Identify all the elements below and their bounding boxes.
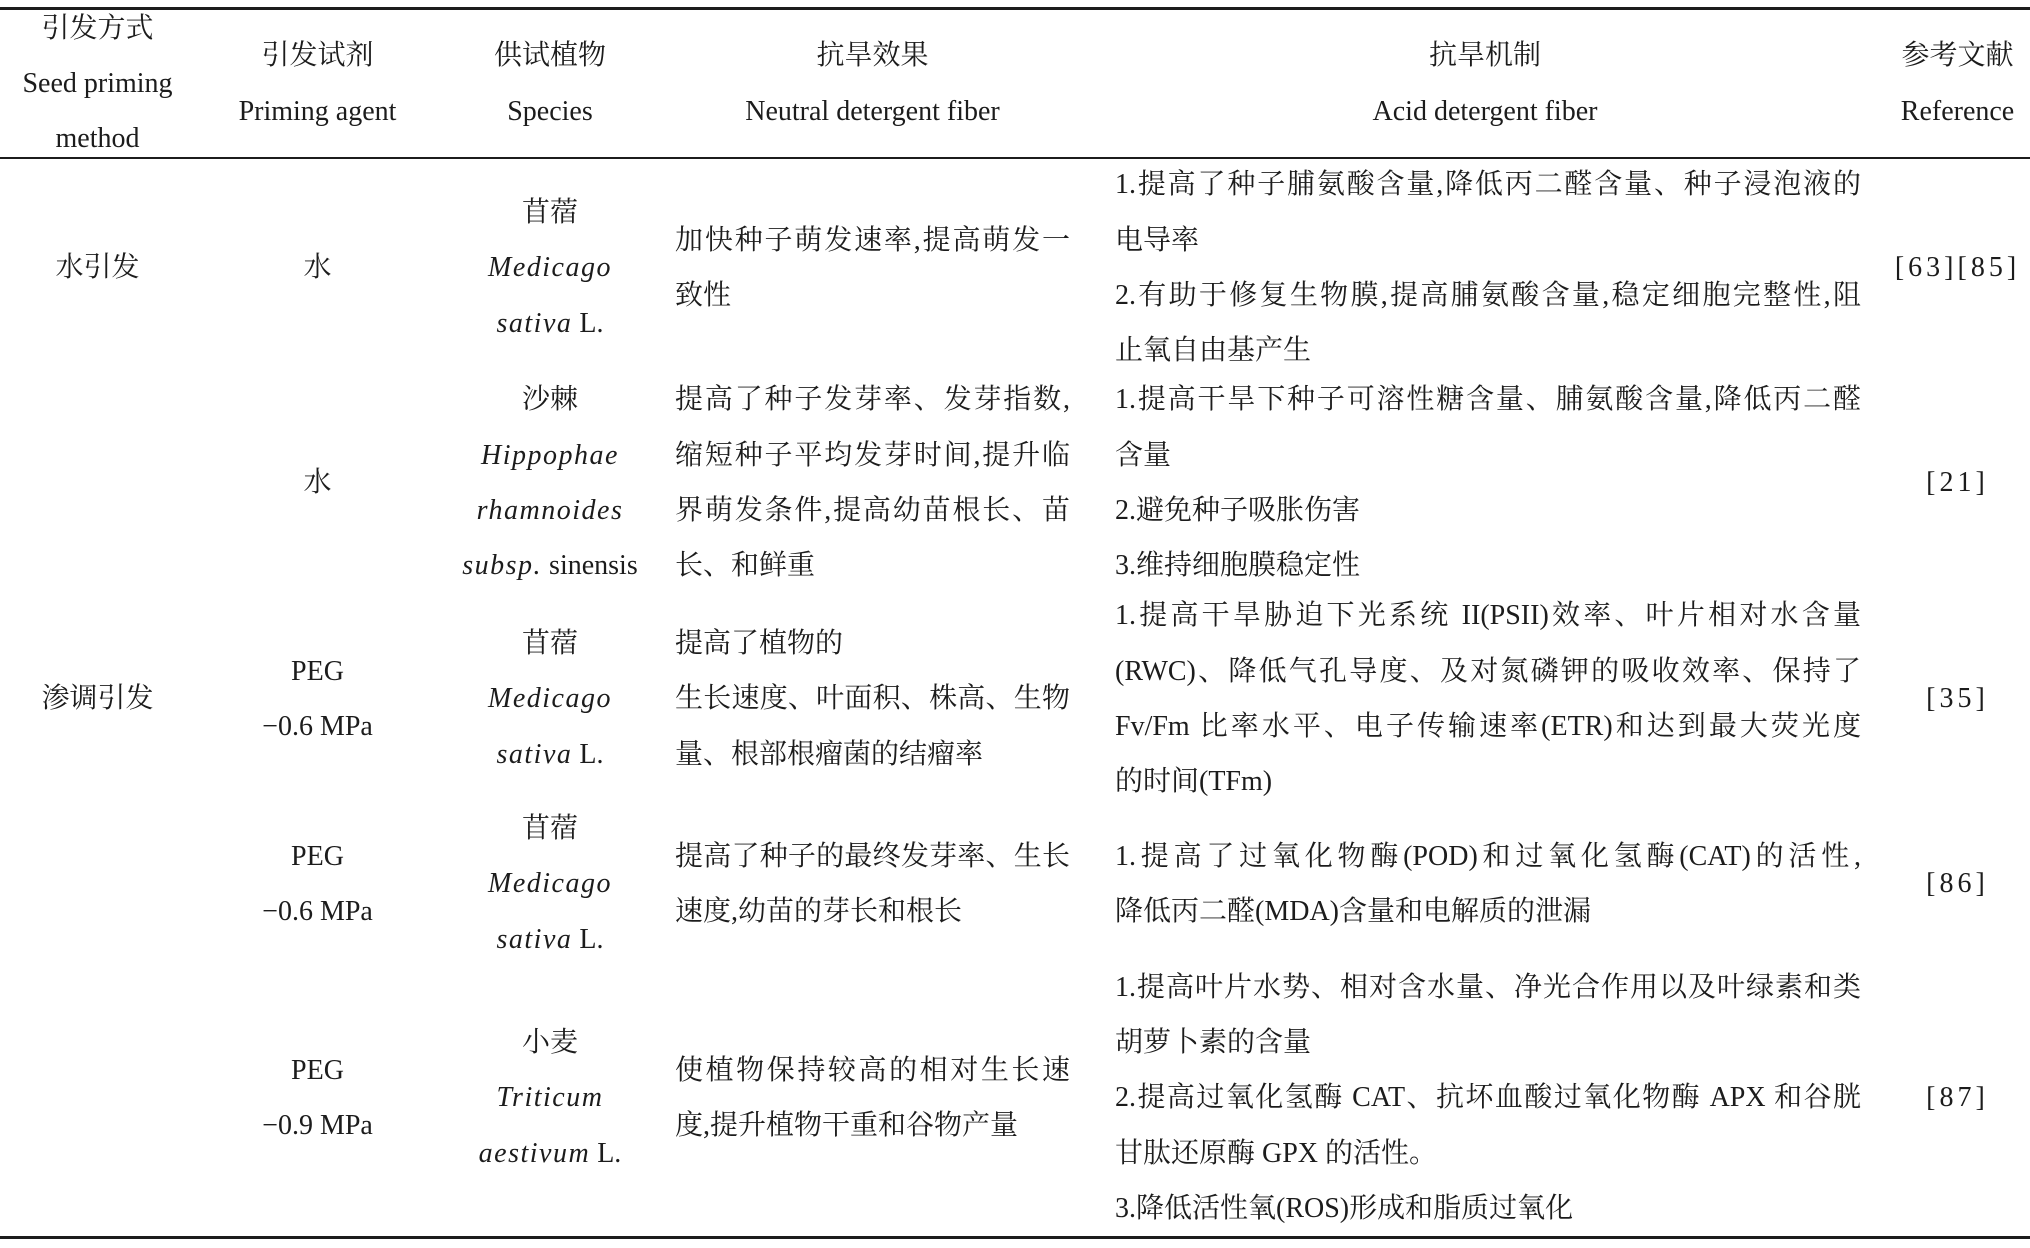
species-common-name: 小麦 xyxy=(521,1027,578,1059)
mechanism-line: 2.避免种子吸胀伤害 xyxy=(1115,495,1361,526)
species-cell xyxy=(440,808,660,960)
reference-citation: [86] xyxy=(1926,868,1989,900)
mechanism-line: 电导率 xyxy=(1115,224,1200,256)
header-reference xyxy=(1885,10,2030,157)
effect-line: 提高了种子发芽率、发芽指数, xyxy=(675,384,1070,416)
header-label-en: Neutral detergent fiber xyxy=(745,95,1000,127)
reference-cell xyxy=(1885,960,2030,1236)
priming-method-cell xyxy=(0,590,195,808)
priming-agent: PEG xyxy=(291,840,344,872)
mechanism-line: 甘肽还原酶 GPX 的活性。 xyxy=(1115,1137,1438,1169)
priming-agent: 水 xyxy=(303,252,332,284)
effect-line: 度,提升植物干重和谷物产量 xyxy=(675,1110,1019,1141)
mechanism-line: 3.降低活性氧(ROS)形成和脂质过氧化 xyxy=(1115,1192,1574,1224)
species-genus-line xyxy=(488,671,612,726)
effect-line: 使植物保持较高的相对生长速 xyxy=(675,1054,1070,1086)
species-epithet: rhamnoides xyxy=(476,495,624,526)
mechanism-line: 1.提高了过氧化物酶(POD)和过氧化氢酶(CAT)的活性, xyxy=(1115,840,1861,872)
priming-agent-cell xyxy=(195,376,440,590)
osmotic-potential: −0.6 MPa xyxy=(262,711,373,742)
header-label-en: Reference xyxy=(1900,95,2015,127)
mechanism-line: 3.维持细胞膜稳定性 xyxy=(1115,550,1361,582)
species-infraspecific: sinensis xyxy=(549,550,638,582)
mechanism-line: 2.提高过氧化氢酶 CAT、抗坏血酸过氧化物酶 APX 和谷胱 xyxy=(1115,1082,1861,1114)
effect-line: 长、和鲜重 xyxy=(675,550,816,582)
drought-effect-cell xyxy=(660,590,1085,808)
priming-method: 水引发 xyxy=(55,252,140,284)
drought-mechanism-cell xyxy=(1085,960,1885,1236)
priming-agent: 水 xyxy=(303,467,332,499)
priming-method-cell xyxy=(0,960,195,1236)
osmotic-potential: −0.6 MPa xyxy=(262,896,373,927)
header-label-zh: 引发试剂 xyxy=(261,40,374,72)
reference-cell xyxy=(1885,590,2030,808)
drought-mechanism-cell xyxy=(1085,808,1885,960)
drought-mechanism-cell xyxy=(1085,376,1885,590)
effect-line: 生长速度、叶面积、株高、生物 xyxy=(675,683,1070,715)
effect-line: 加快种子萌发速率,提高萌发一 xyxy=(675,224,1070,256)
species-cell xyxy=(440,590,660,808)
mechanism-line: (RWC)、降低气孔导度、及对氮磷钾的吸收效率、保持了 xyxy=(1115,655,1861,687)
species-genus: Medicago xyxy=(488,252,612,284)
header-label-en: Seed priming method xyxy=(22,67,173,155)
priming-agent-cell xyxy=(195,160,440,376)
header-label-zh: 参考文献 xyxy=(1901,40,2014,72)
mechanism-line: 1.提高叶片水势、相对含水量、净光合作用以及叶绿素和类 xyxy=(1115,971,1861,1003)
mechanism-line: 含量 xyxy=(1115,439,1172,471)
species-authority: L. xyxy=(579,923,604,955)
priming-agent: PEG xyxy=(291,655,344,687)
header-label-zh: 供试植物 xyxy=(493,40,606,72)
species-genus: Medicago xyxy=(488,683,612,715)
species-genus-line xyxy=(488,856,612,911)
species-authority: L. xyxy=(579,738,604,770)
mechanism-line: 降低丙二醛(MDA)含量和电解质的泄漏 xyxy=(1115,896,1591,927)
species-epithet: sativa xyxy=(496,923,573,955)
table-bottom-rule xyxy=(0,1236,2030,1239)
species-subspecies-line xyxy=(462,538,637,593)
drought-effect-cell xyxy=(660,960,1085,1236)
header-species xyxy=(440,10,660,157)
effect-line: 速度,幼苗的芽长和根长 xyxy=(675,896,963,927)
effect-line: 界萌发条件,提高幼苗根长、苗 xyxy=(675,495,1070,526)
species-authority: L. xyxy=(579,307,604,339)
effect-line: 量、根部根瘤菌的结瘤率 xyxy=(675,738,984,770)
drought-effect-cell xyxy=(660,160,1085,376)
header-label-zh: 抗旱效果 xyxy=(816,40,929,72)
reference-citation: [35] xyxy=(1926,683,1989,715)
priming-method: 渗调引发 xyxy=(41,683,154,715)
drought-effect-cell xyxy=(660,376,1085,590)
species-common-name: 沙棘 xyxy=(521,384,578,416)
mechanism-line: 止氧自由基产生 xyxy=(1115,335,1312,367)
header-priming-agent xyxy=(195,10,440,157)
reference-cell xyxy=(1885,160,2030,376)
reference-cell xyxy=(1885,808,2030,960)
species-common-name: 苜蓿 xyxy=(521,197,578,229)
species-genus: Triticum xyxy=(496,1082,604,1114)
header-priming-method xyxy=(0,10,195,157)
table-header xyxy=(0,10,2030,157)
species-authority: L. xyxy=(597,1137,622,1169)
species-common-name: 苜蓿 xyxy=(521,628,578,660)
priming-method-cell xyxy=(0,376,195,590)
priming-agent-cell xyxy=(195,960,440,1236)
species-genus-line xyxy=(462,428,637,483)
priming-agent-cell xyxy=(195,590,440,808)
species-cell xyxy=(440,376,660,590)
mechanism-line: 1.提高了种子脯氨酸含量,降低丙二醛含量、种子浸泡液的 xyxy=(1115,169,1861,201)
species-epithet-line xyxy=(488,727,612,782)
priming-agent-cell xyxy=(195,808,440,960)
species-genus: Medicago xyxy=(488,868,612,900)
header-label-zh: 引发方式 xyxy=(41,12,154,44)
mechanism-line: 的时间(TFm) xyxy=(1115,766,1273,798)
species-epithet-line xyxy=(462,483,637,538)
effect-line: 提高了种子的最终发芽率、生长 xyxy=(675,840,1070,872)
mechanism-line: Fv/Fm 比率水平、电子传输速率(ETR)和达到最大荧光度 xyxy=(1115,711,1861,742)
osmotic-potential: −0.9 MPa xyxy=(262,1110,373,1141)
species-cell xyxy=(440,160,660,376)
effect-line: 致性 xyxy=(675,280,732,311)
mechanism-line: 胡萝卜素的含量 xyxy=(1115,1027,1312,1059)
species-genus-line xyxy=(479,1070,622,1125)
table-body xyxy=(0,160,2030,1236)
drought-mechanism-cell xyxy=(1085,160,1885,376)
effect-line: 缩短种子平均发芽时间,提升临 xyxy=(675,439,1070,471)
reference-citation: [87] xyxy=(1926,1082,1989,1114)
species-common-name: 苜蓿 xyxy=(521,813,578,845)
header-label-en: Species xyxy=(507,95,593,127)
species-epithet-line xyxy=(488,912,612,967)
priming-method-cell xyxy=(0,808,195,960)
header-label-zh: 抗旱机制 xyxy=(1428,40,1541,72)
species-epithet-line xyxy=(488,296,612,351)
effect-line: 提高了植物的 xyxy=(675,628,844,660)
species-epithet-line xyxy=(479,1126,622,1181)
species-rank: subsp. xyxy=(462,550,543,582)
species-epithet: sativa xyxy=(496,738,573,770)
mechanism-line: 1.提高干旱胁迫下光系统 II(PSII)效率、叶片相对水含量 xyxy=(1115,600,1861,632)
reference-cell xyxy=(1885,376,2030,590)
header-drought-mechanism xyxy=(1085,10,1885,157)
drought-mechanism-cell xyxy=(1085,590,1885,808)
species-genus: Hippophae xyxy=(481,439,619,471)
species-genus-line xyxy=(488,240,612,295)
species-epithet: sativa xyxy=(496,307,573,339)
header-label-en: Priming agent xyxy=(238,95,397,127)
header-drought-effect xyxy=(660,10,1085,157)
mechanism-line: 2.有助于修复生物膜,提高脯氨酸含量,稳定细胞完整性,阻 xyxy=(1115,280,1861,311)
priming-method-cell xyxy=(0,160,195,376)
drought-effect-cell xyxy=(660,808,1085,960)
species-cell xyxy=(440,960,660,1236)
reference-citation: [63][85] xyxy=(1894,252,2021,284)
priming-agent: PEG xyxy=(291,1054,344,1086)
mechanism-line: 1.提高干旱下种子可溶性糖含量、脯氨酸含量,降低丙二醛 xyxy=(1115,384,1861,416)
header-label-en: Acid detergent fiber xyxy=(1372,95,1598,127)
species-epithet: aestivum xyxy=(478,1137,591,1169)
reference-citation: [21] xyxy=(1926,467,1989,499)
